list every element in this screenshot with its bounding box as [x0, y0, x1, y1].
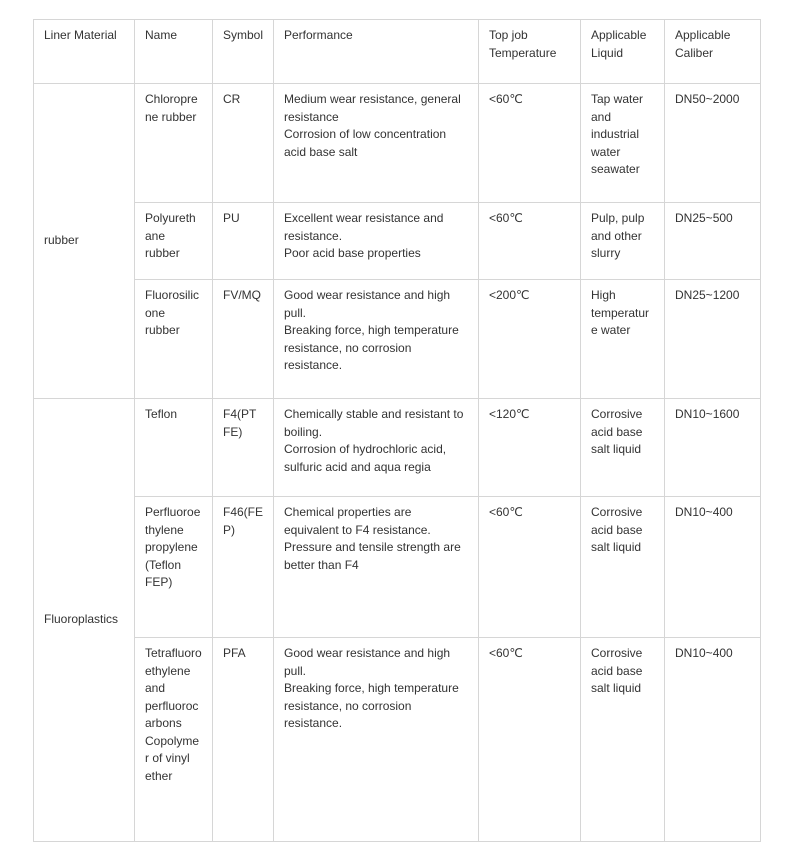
- cell-name: Tetrafluoroethylene and perfluorocarbons Copolymer of vinyl ether: [135, 638, 213, 842]
- cell-temperature: <120℃: [479, 399, 581, 497]
- header-liquid: Applicable Liquid: [581, 20, 665, 84]
- cell-symbol: FV/MQ: [213, 280, 274, 399]
- cell-symbol: PFA: [213, 638, 274, 842]
- cell-temperature: <60℃: [479, 497, 581, 638]
- performance-line: Breaking force, high temperature resistance, no corrosion resistance.: [284, 323, 459, 372]
- header-material: Liner Material: [34, 20, 135, 84]
- cell-name: Perfluoroethylene propylene (Teflon FEP): [135, 497, 213, 638]
- cell-caliber: DN10~1600: [665, 399, 761, 497]
- table-row: [34, 638, 761, 842]
- cell-temperature: <60℃: [479, 84, 581, 203]
- performance-line: Chemical properties are equivalent to F4 resistance.: [284, 505, 431, 537]
- cell-symbol: CR: [213, 84, 274, 203]
- cell-liquid: Pulp, pulp and other slurry: [581, 203, 665, 280]
- header-row: [34, 20, 761, 84]
- cell-symbol: F4(PTFE): [213, 399, 274, 497]
- header-caliber: Applicable Caliber: [665, 20, 761, 84]
- cell-caliber: DN25~1200: [665, 280, 761, 399]
- table-row: [34, 203, 761, 280]
- group-fluoroplastics: Fluoroplastics: [34, 399, 135, 842]
- cell-caliber: DN50~2000: [665, 84, 761, 203]
- cell-name: Polyurethane rubber: [135, 203, 213, 280]
- cell-liquid: Corrosive acid base salt liquid: [581, 638, 665, 842]
- cell-caliber: DN10~400: [665, 497, 761, 638]
- cell-symbol: PU: [213, 203, 274, 280]
- cell-performance: [274, 497, 479, 638]
- header-symbol: Symbol: [213, 20, 274, 84]
- performance-line: Medium wear resistance, general resistance: [284, 92, 461, 124]
- performance-line: Good wear resistance and high pull.: [284, 288, 451, 320]
- header-name: Name: [135, 20, 213, 84]
- cell-liquid: Corrosive acid base salt liquid: [581, 497, 665, 638]
- performance-line: Chemically stable and resistant to boiling.: [284, 407, 464, 439]
- header-temperature: Top job Temperature: [479, 20, 581, 84]
- performance-line: Pressure and tensile strength are better than F4: [284, 540, 461, 572]
- cell-name: Chloroprene rubber: [135, 84, 213, 203]
- performance-line: Good wear resistance and high pull.: [284, 646, 451, 678]
- performance-line: Corrosion of hydrochloric acid, sulfuric acid and aqua regia: [284, 442, 447, 474]
- cell-performance: [274, 280, 479, 399]
- cell-performance: [274, 203, 479, 280]
- header-performance: Performance: [274, 20, 479, 84]
- group-rubber: rubber: [34, 84, 135, 399]
- cell-liquid: High temperature water: [581, 280, 665, 399]
- table-row: [34, 84, 761, 203]
- table-row: [34, 280, 761, 399]
- table-row: [34, 497, 761, 638]
- cell-caliber: DN10~400: [665, 638, 761, 842]
- cell-name: Fluorosilicone rubber: [135, 280, 213, 399]
- performance-line: Corrosion of low concentration acid base salt: [284, 127, 447, 159]
- cell-temperature: <60℃: [479, 203, 581, 280]
- cell-caliber: DN25~500: [665, 203, 761, 280]
- cell-performance: [274, 84, 479, 203]
- cell-performance: [274, 638, 479, 842]
- cell-temperature: <60℃: [479, 638, 581, 842]
- performance-line: Poor acid base properties: [284, 246, 421, 260]
- cell-liquid: Corrosive acid base salt liquid: [581, 399, 665, 497]
- table-row: [34, 399, 761, 497]
- cell-name: Teflon: [135, 399, 213, 497]
- cell-symbol: F46(FEP): [213, 497, 274, 638]
- performance-line: Breaking force, high temperature resistance, no corrosion resistance.: [284, 681, 459, 730]
- cell-liquid: Tap water and industrial water seawater: [581, 84, 665, 203]
- cell-performance: [274, 399, 479, 497]
- performance-line: Excellent wear resistance and resistance.: [284, 211, 444, 243]
- cell-temperature: <200℃: [479, 280, 581, 399]
- liner-material-table: [33, 19, 761, 842]
